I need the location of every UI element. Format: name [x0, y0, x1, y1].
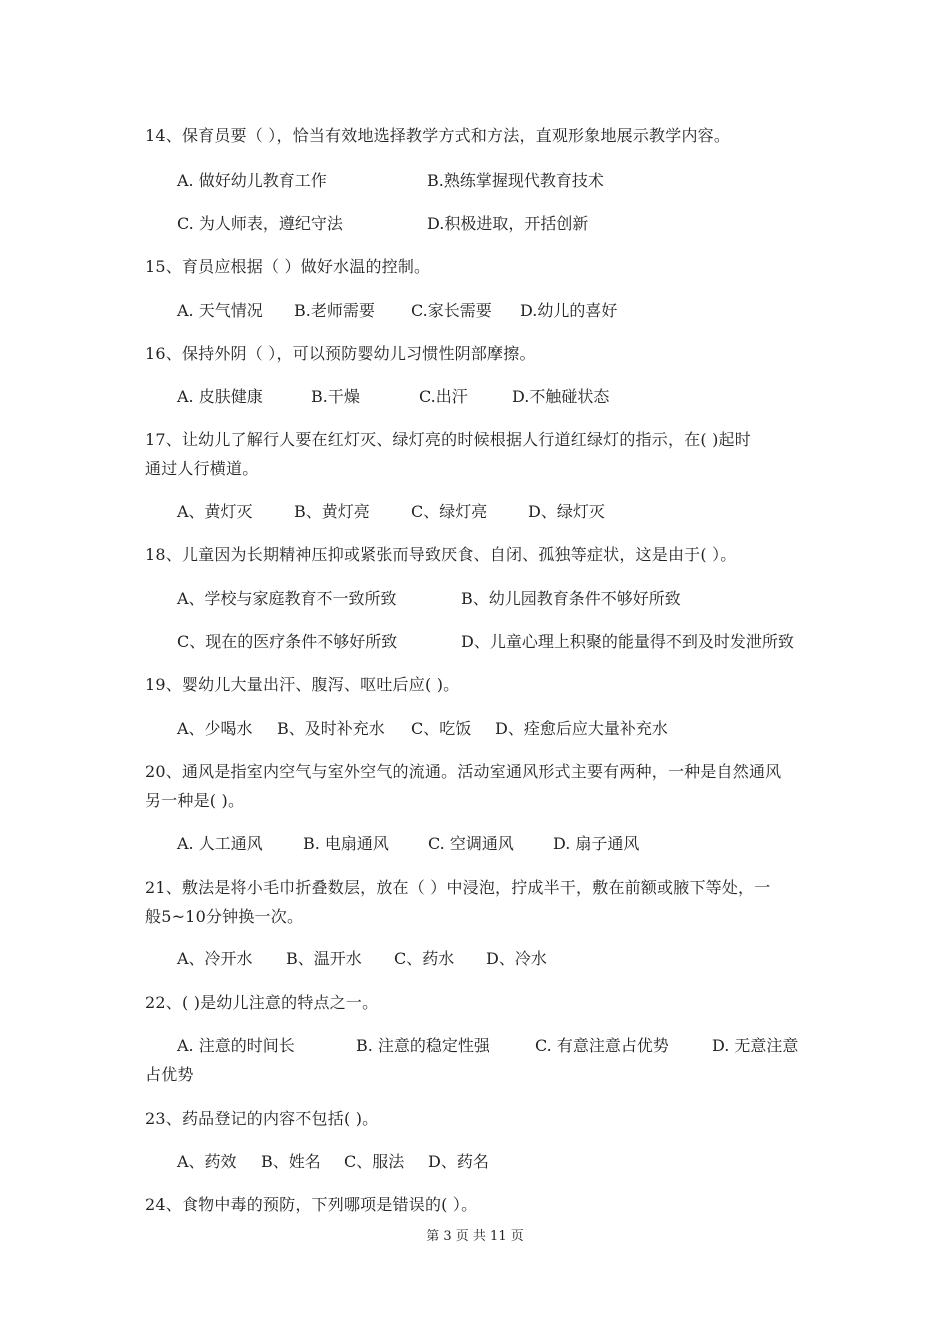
question-20-option-d: D. 扇子通风 — [553, 834, 640, 853]
question-20-stem-line-1: 20、通风是指室内空气与室外空气的流通。活动室通风形式主要有两种，一种是自然通风 — [145, 762, 782, 781]
question-16-stem: 16、保持外阴（ ），可以预防婴幼儿习惯性阴部摩擦。 — [145, 344, 536, 363]
question-23-option-b: B、姓名 — [261, 1152, 321, 1171]
question-23-option-d: D、药名 — [428, 1152, 489, 1171]
question-17-stem-line-2: 通过人行横道。 — [145, 459, 259, 478]
question-24-stem: 24、食物中毒的预防，下列哪项是错误的( ）。 — [145, 1195, 478, 1214]
page-number-footer: 第 3 页 共 11 页 — [426, 1229, 524, 1244]
question-21-option-b: B、温开水 — [286, 949, 362, 968]
question-22-option-a: A. 注意的时间长 — [177, 1036, 295, 1055]
question-18-option-b: B、幼儿园教育条件不够好所致 — [461, 589, 681, 608]
question-15-option-a: A. 天气情况 — [177, 301, 263, 320]
question-22-option-b: B. 注意的稳定性强 — [356, 1036, 490, 1055]
question-16-option-a: A. 皮肤健康 — [177, 387, 263, 406]
question-22-option-d-wrap: 占优势 — [145, 1065, 194, 1084]
question-14-stem: 14、保育员要（ ），恰当有效地选择教学方式和方法，直观形象地展示教学内容。 — [145, 126, 731, 145]
question-16-option-d: D.不触碰状态 — [512, 387, 610, 406]
question-23-stem: 23、药品登记的内容不包括( )。 — [145, 1109, 379, 1128]
question-19-option-d: D、痊愈后应大量补充水 — [495, 719, 668, 738]
question-15-option-c: C.家长需要 — [411, 301, 492, 320]
question-17-option-c: C、绿灯亮 — [411, 502, 488, 521]
question-21-option-c: C、药水 — [394, 949, 455, 968]
question-14-option-c: C. 为人师表，遵纪守法 — [177, 214, 343, 233]
question-15-option-b: B.老师需要 — [294, 301, 375, 320]
question-22-option-d: D. 无意注意 — [712, 1036, 799, 1055]
question-21-option-d: D、冷水 — [486, 949, 547, 968]
question-16-option-b: B.干燥 — [311, 387, 360, 406]
question-14-option-d: D.积极进取，开括创新 — [427, 214, 589, 233]
question-17-option-b: B、黄灯亮 — [294, 502, 370, 521]
question-20-stem-line-2: 另一种是( )。 — [145, 791, 245, 810]
question-20-option-b: B. 电扇通风 — [303, 834, 389, 853]
question-18-option-c: C、现在的医疗条件不够好所致 — [177, 632, 398, 651]
question-17-stem-line-1: 17、让幼儿了解行人要在红灯灭、绿灯亮的时候根据人行道红绿灯的指示，在( )起时 — [145, 430, 751, 449]
question-20-option-a: A. 人工通风 — [177, 834, 263, 853]
question-18-stem: 18、儿童因为长期精神压抑或紧张而导致厌食、自闭、孤独等症状，这是由于( ）。 — [145, 545, 737, 564]
question-20-option-c: C. 空调通风 — [428, 834, 514, 853]
question-17-option-a: A、黄灯灭 — [177, 502, 253, 521]
question-19-option-c: C、吃饭 — [411, 719, 472, 738]
question-21-option-a: A、冷开水 — [177, 949, 253, 968]
question-16-option-c: C.出汗 — [419, 387, 468, 406]
question-21-stem-line-1: 21、敷法是将小毛巾折叠数层，放在（ ）中浸泡，拧成半干，敷在前额或腋下等处，一 — [145, 878, 771, 897]
question-15-option-d: D.幼儿的喜好 — [520, 301, 618, 320]
question-19-option-a: A、少喝水 — [177, 719, 253, 738]
question-18-option-a: A、学校与家庭教育不一致所致 — [177, 589, 397, 608]
question-14-option-b: B.熟练掌握现代教育技术 — [427, 171, 604, 190]
question-22-stem: 22、( )是幼儿注意的特点之一。 — [145, 993, 379, 1012]
question-17-option-d: D、绿灯灭 — [528, 502, 605, 521]
question-18-option-d: D、儿童心理上积聚的能量得不到及时发泄所致 — [461, 632, 794, 651]
question-23-option-c: C、服法 — [344, 1152, 405, 1171]
question-14-option-a: A. 做好幼儿教育工作 — [177, 171, 327, 190]
question-23-option-a: A、药效 — [177, 1152, 237, 1171]
question-19-stem: 19、婴幼儿大量出汗、腹泻、呕吐后应( )。 — [145, 675, 460, 694]
question-22-option-c: C. 有意注意占优势 — [535, 1036, 669, 1055]
question-19-option-b: B、及时补充水 — [277, 719, 385, 738]
question-21-stem-line-2: 般5~10分钟换一次。 — [145, 907, 304, 926]
question-15-stem: 15、育员应根据（ ）做好水温的控制。 — [145, 257, 431, 276]
